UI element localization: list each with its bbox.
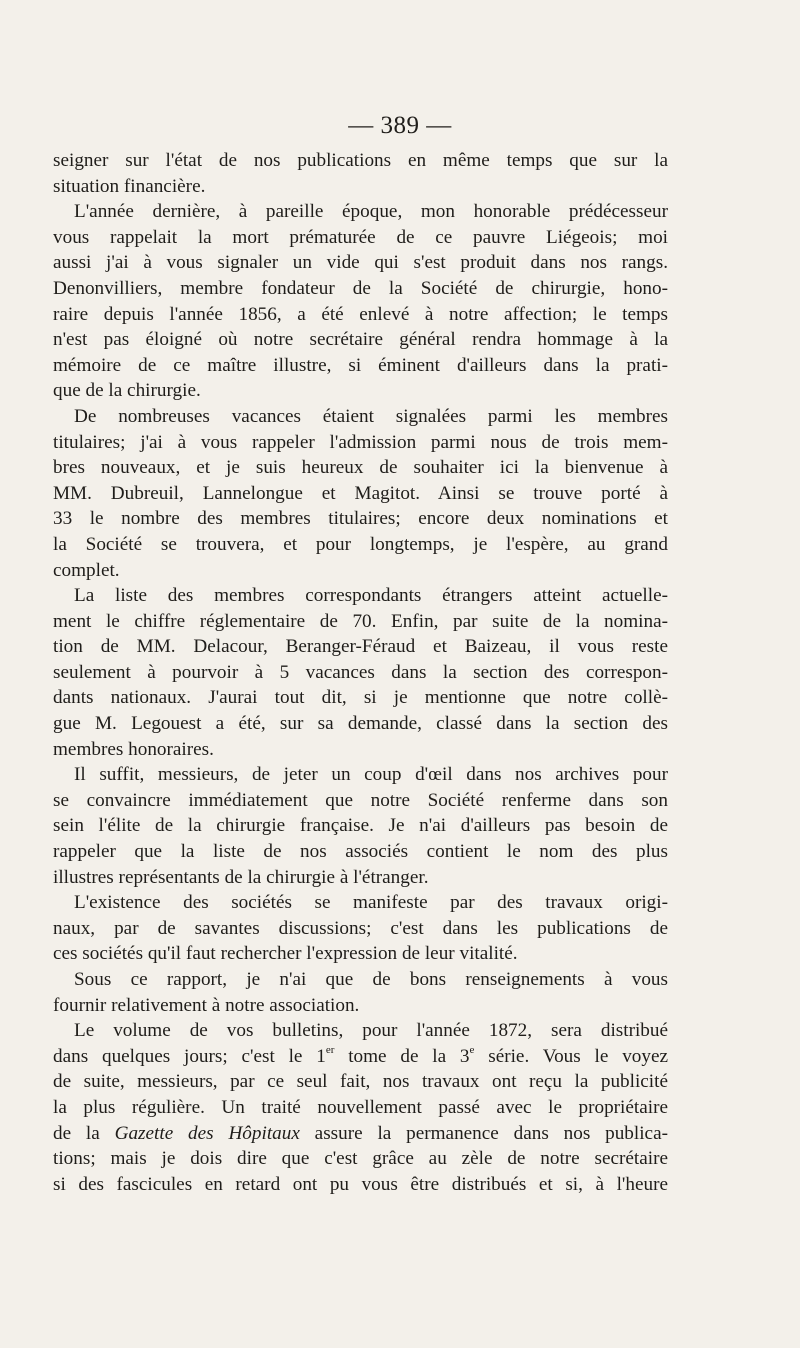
text-line: bres nouveaux, et je suis heureux de souhaiter ici la bienvenue à — [53, 457, 668, 479]
text-line — [53, 1044, 668, 1070]
text-fragment: assure la permanence dans nos publica- — [299, 1122, 668, 1144]
text-line: L'année dernière, à pareille époque, mon honorable prédécesseur — [74, 201, 668, 223]
text-line: raire depuis l'année 1856, a été enlevé à notre affection; le temps — [53, 303, 668, 325]
text-line: De nombreuses vacances étaient signalées parmi les membres — [74, 405, 668, 427]
text-fragment: série. Vous le voyez — [474, 1045, 668, 1067]
body-text — [53, 148, 668, 1197]
text-line: aussi j'ai à vous signaler un vide qui s'est produit dans nos rangs. — [53, 252, 668, 274]
text-line: membres honoraires. — [53, 738, 214, 760]
text-line: que de la chirurgie. — [53, 380, 201, 402]
text-line: si des fascicules en retard ont pu vous être distribués et si, à l'heure — [53, 1173, 668, 1195]
text-line: titulaires; j'ai à vous rappeler l'admission parmi nous de trois mem- — [53, 431, 668, 453]
text-line: fournir relativement à notre association. — [53, 994, 360, 1016]
text-line: seulement à pourvoir à 5 vacances dans la section des correspon- — [53, 661, 668, 683]
text-line: ces sociétés qu'il faut rechercher l'expression de leur vitalité. — [53, 943, 518, 965]
text-line: naux, par de savantes discussions; c'est dans les publications de — [53, 917, 668, 939]
text-line: de suite, messieurs, par ce seul fait, nos travaux ont reçu la publicité — [53, 1071, 668, 1093]
text-line: dants nationaux. J'aurai tout dit, si je mentionne que notre collè- — [53, 687, 668, 709]
text-line: la Société se trouvera, et pour longtemps, je l'espère, au grand — [53, 533, 668, 555]
text-line: illustres représentants de la chirurgie à l'étranger. — [53, 866, 429, 888]
ordinal-suffix: e — [469, 1044, 475, 1057]
text-line: complet. — [53, 559, 120, 581]
text-line: sein l'élite de la chirurgie française. Je n'ai d'ailleurs pas besoin de — [53, 815, 668, 837]
text-line: tions; mais je dois dire que c'est grâce au zèle de notre secrétaire — [53, 1148, 668, 1170]
text-line: L'existence des sociétés se manifeste par des travaux origi- — [74, 892, 668, 914]
text-fragment: dans quelques jours; c'est le 1 — [53, 1045, 326, 1067]
text-line: tion de MM. Delacour, Beranger-Féraud et Baizeau, il vous reste — [53, 636, 668, 658]
text-fragment: de la — [53, 1122, 115, 1144]
text-line: la plus régulière. Un traité nouvellement passé avec le propriétaire — [53, 1096, 668, 1118]
text-line: vous rappelait la mort prématurée de ce pauvre Liégeois; moi — [53, 226, 668, 248]
text-line: mémoire de ce maître illustre, si éminent d'ailleurs dans la prati- — [53, 354, 668, 376]
page-number: — 389 — — [348, 112, 452, 139]
text-line: Sous ce rapport, je n'ai que de bons renseignements à vous — [74, 969, 668, 990]
text-line: Le volume de vos bulletins, pour l'année 1872, sera distribué — [74, 1020, 668, 1042]
text-line: 33 le nombre des membres titulaires; encore deux nominations et — [53, 508, 668, 530]
text-line: situation financière. — [53, 175, 206, 197]
text-line: La liste des membres correspondants étrangers atteint actuelle- — [74, 585, 668, 607]
text-line: gue M. Legouest a été, sur sa demande, classé dans la section des — [53, 713, 668, 735]
journal-title: Gazette des Hôpitaux — [114, 1122, 300, 1144]
text-line: seigner sur l'état de nos publications en même temps que sur la — [53, 150, 668, 171]
ordinal-suffix: er — [325, 1044, 335, 1057]
text-line: se convaincre immédiatement que notre Société renferme dans son — [53, 789, 668, 811]
text-line: MM. Dubreuil, Lannelongue et Magitot. Ainsi se trouve porté à — [53, 482, 668, 504]
text-line: ment le chiffre réglementaire de 70. Enfin, par suite de la nomina- — [53, 610, 668, 632]
text-fragment: tome de la 3 — [334, 1045, 470, 1067]
text-line: rappeler que la liste de nos associés contient le nom des plus — [53, 841, 668, 863]
text-line: Denonvilliers, membre fondateur de la Société de chirurgie, hono- — [53, 277, 668, 299]
text-line — [53, 1121, 668, 1147]
text-line: Il suffit, messieurs, de jeter un coup d'œil dans nos archives pour — [74, 764, 668, 786]
text-line: n'est pas éloigné où notre secrétaire général rendra hommage à la — [53, 329, 668, 351]
